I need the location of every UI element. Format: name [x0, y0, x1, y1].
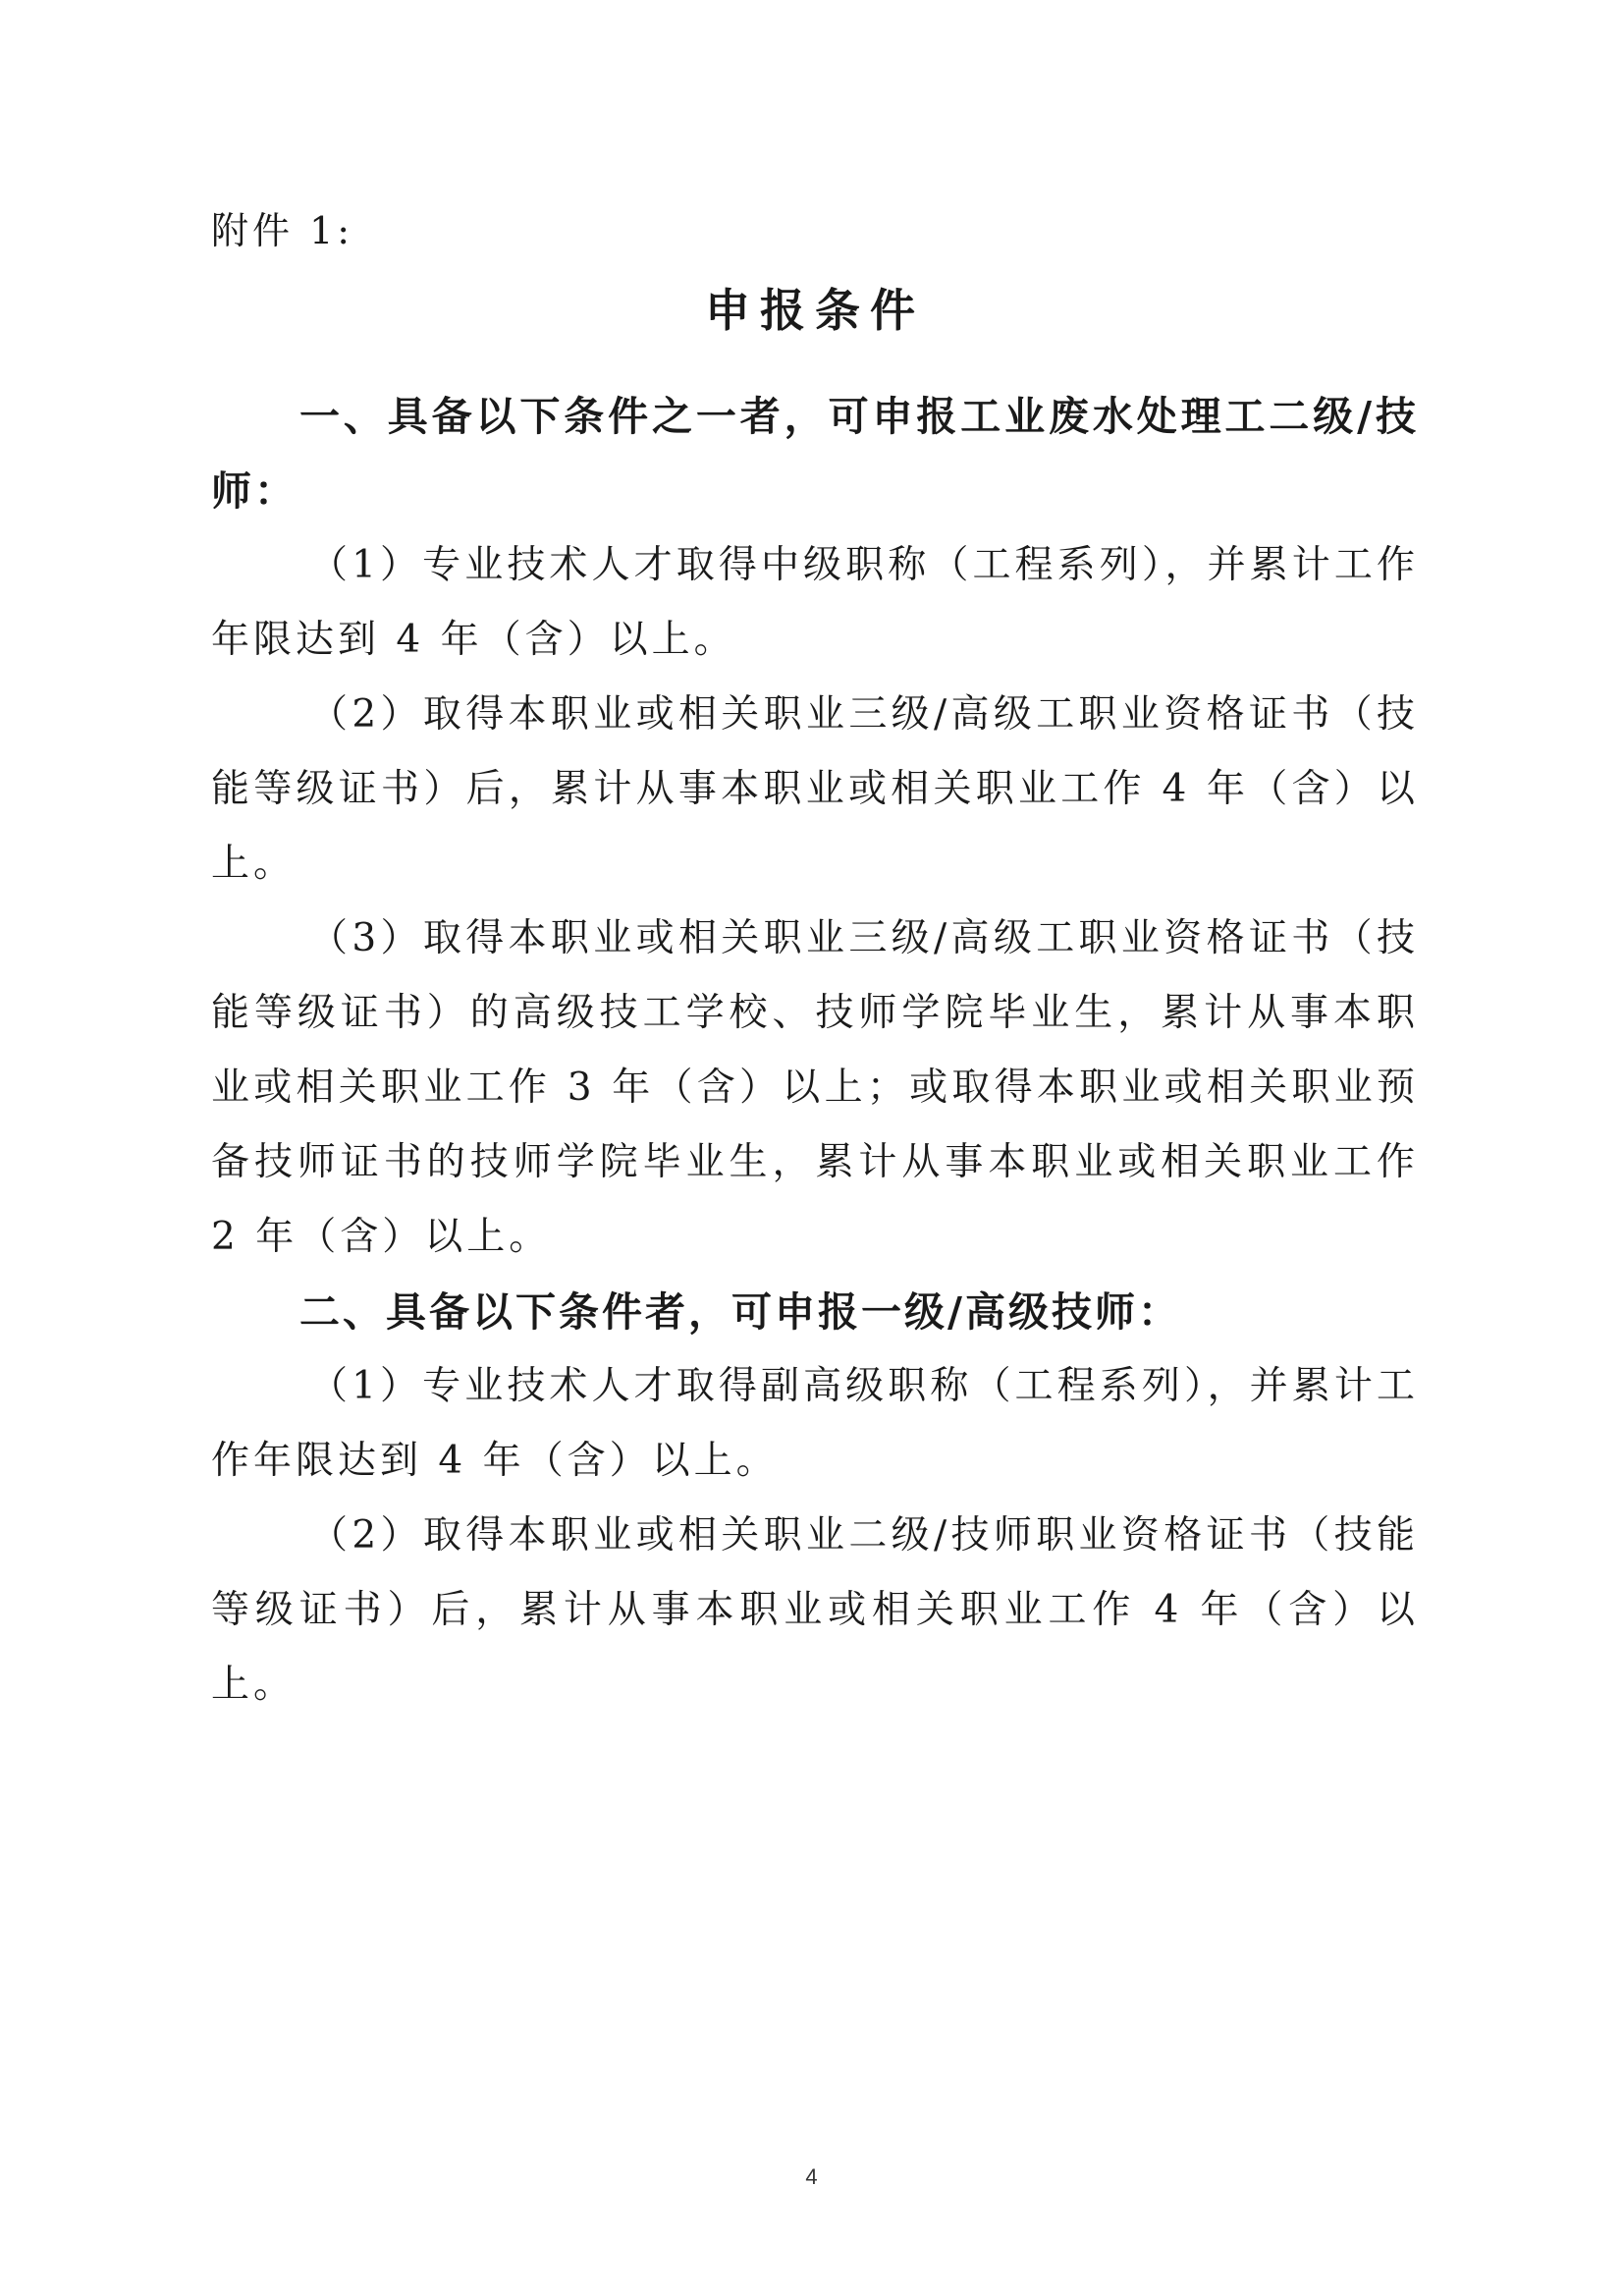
- attachment-label: 附件 1:: [211, 209, 354, 252]
- condition-item: （2）取得本职业或相关职业二级/技师职业资格证书（技能等级证书）后，累计从事本职业或相关职业工作 4 年（含）以上。: [211, 1513, 1419, 1707]
- page-number: 4: [805, 2164, 818, 2189]
- condition-item: （1）专业技术人才取得副高级职称（工程系列），并累计工作年限达到 4 年（含）以上。: [211, 1364, 1419, 1483]
- condition-item: （3）取得本职业或相关职业三级/高级工职业资格证书（技能等级证书）的高级技工学校、技师学院毕业生，累计从事本职业或相关职业工作 3 年（含）以上；或取得本职业或相关职业预备技师证书的技师学院毕业生，累计从事本职业或相关职业工作 2 年（含）以上。: [211, 916, 1419, 1259]
- section-heading: 二、具备以下条件者，可申报一级/高级技师：: [299, 1288, 1181, 1336]
- condition-item: （1）专业技术人才取得中级职称（工程系列），并累计工作年限达到 4 年（含）以上。: [211, 543, 1419, 662]
- section-heading: 一、具备以下条件之一者，可申报工业废水处理工二级/技师：: [211, 393, 1419, 515]
- document-page: [211, 187, 1419, 1722]
- section-2: [211, 1275, 1419, 1722]
- document-title: 申报条件: [705, 284, 925, 337]
- condition-item: （2）取得本职业或相关职业三级/高级工职业资格证书（技能等级证书）后，累计从事本职业或相关职业工作 4 年（含）以上。: [211, 692, 1419, 886]
- section-1: [211, 379, 1419, 1275]
